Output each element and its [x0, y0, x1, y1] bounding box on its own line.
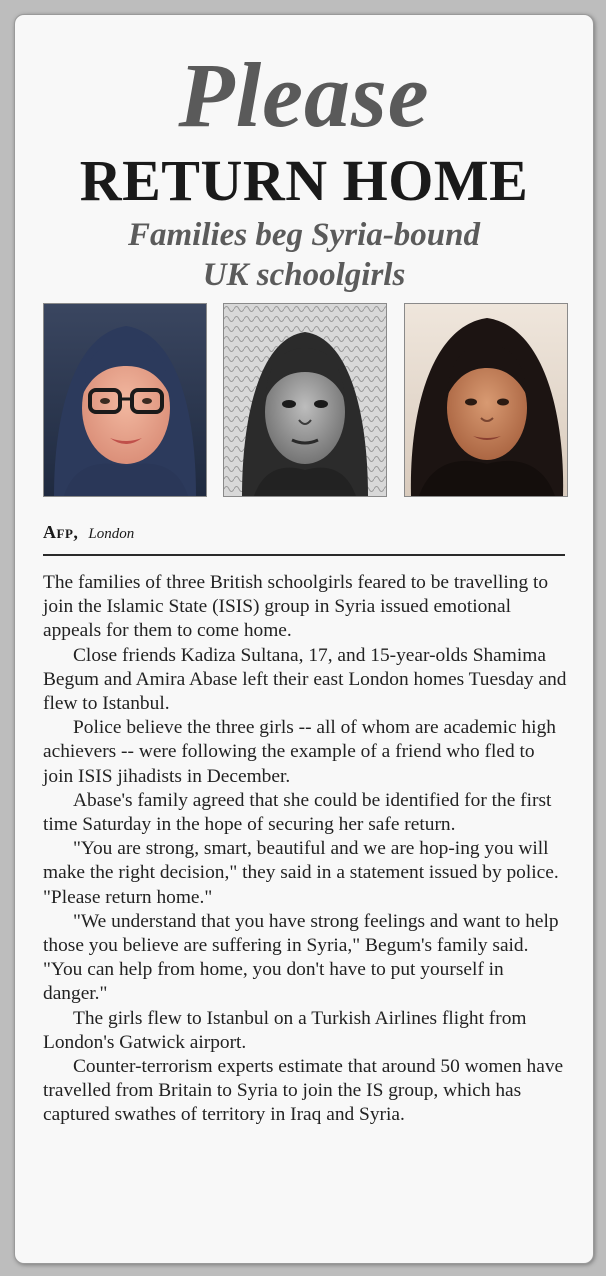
paragraph-3: Police believe the three girls -- all of whom are academic high achievers -- were following the example of a friend who fled to join ISIS jihadists in December.	[43, 717, 556, 787]
portrait-photo-3	[404, 303, 568, 497]
paragraph-2: Close friends Kadiza Sultana, 17, and 15-year-olds Shamima Begum and Amira Abase left their east London homes Tuesday and flew to Istanbul.	[43, 644, 567, 715]
kicker-text: Please	[178, 44, 430, 146]
divider-rule	[43, 554, 565, 556]
byline-agency: Afp,	[43, 522, 79, 542]
article-body	[43, 571, 567, 1128]
headline: RETURN HOME	[79, 148, 529, 213]
deck-line-1: Families beg Syria-bound	[127, 217, 481, 253]
paragraph-6: "We understand that you have strong feelings and want to help those you believe are suffering in Syria," Begum's family said. "You can help from home, you don't have to put yourself in danger."	[43, 910, 559, 1005]
portrait-photo-1	[43, 303, 207, 497]
paragraph-5: "You are strong, smart, beautiful and we are hop-ing you will make the right decision," they said in a statement issued by police. "Please return home."	[43, 838, 559, 908]
deck	[15, 215, 593, 295]
byline	[43, 522, 134, 543]
portrait-photo-2	[223, 303, 387, 497]
paragraph-8: Counter-terrorism experts estimate that around 50 women have travelled from Britain to Syria to join the IS group, which has captured swathes of territory in Iraq and Syria.	[43, 1056, 564, 1126]
portrait-image-3	[405, 304, 567, 496]
byline-location: London	[88, 526, 135, 542]
deck-line-2: UK schoolgirls	[202, 257, 406, 293]
news-clipping	[14, 14, 594, 1264]
portrait-image-1	[44, 304, 206, 496]
paragraph-1: The families of three British schoolgirls feared to be travelling to join the Islamic State (ISIS) group in Syria issued emotional appeals for them to come home.	[43, 572, 549, 642]
portrait-image-2	[224, 304, 386, 496]
paragraph-7: The girls flew to Istanbul on a Turkish Airlines flight from London's Gatwick airport.	[43, 1007, 527, 1053]
paragraph-4: Abase's family agreed that she could be identified for the first time Saturday in the hope of securing her safe return.	[43, 789, 552, 836]
